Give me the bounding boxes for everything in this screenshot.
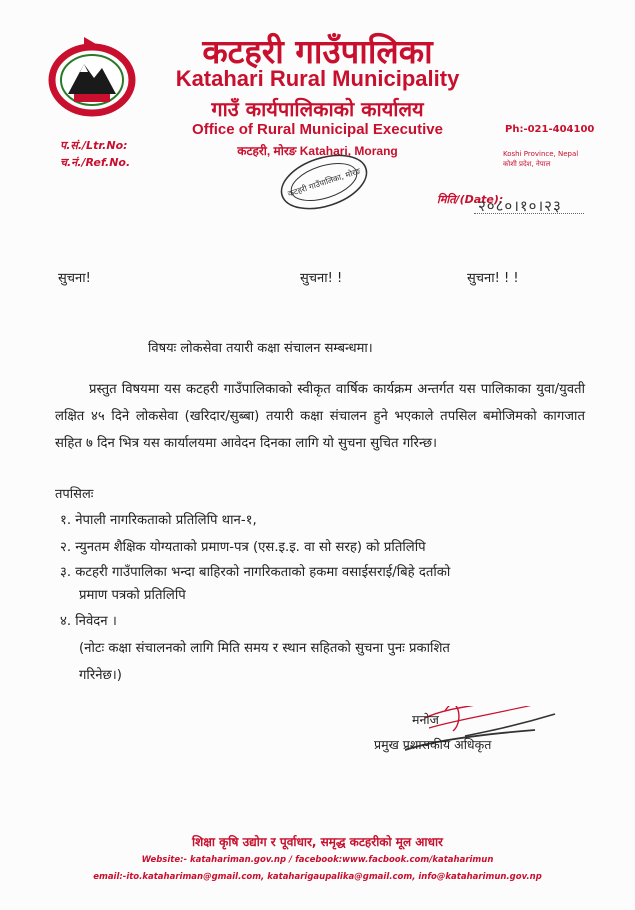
signatory-name: मनोज <box>412 712 439 727</box>
stamp-text: कटहरी गाउँपालिका, मोरङ <box>286 166 362 199</box>
signatory-title: प्रमुख प्रशासकीय अधिकृत <box>374 737 492 752</box>
phone-number: Ph:-021-404100 <box>505 124 595 135</box>
office-stamp <box>274 150 374 210</box>
details-label: तपसिलः <box>55 487 94 502</box>
footer-website: Website:- katahariman.gov.np / facebook:www.facbook.com/kataharimun <box>141 855 494 865</box>
list-item: २. न्युनतम शैक्षिक योग्यताको प्रमाण-पत्र (एस.इ.इ. वा सो सरह) को प्रतिलिपि <box>60 540 426 555</box>
date-underline <box>474 213 584 214</box>
notice-heading-3: सुचना! ! ! <box>467 271 519 286</box>
reference-number-label: च.नं./Ref.No. <box>60 156 131 169</box>
office-name-nepali: गाउँ कार्यपालिकाको कार्यालय <box>211 97 424 121</box>
footer-slogan: शिक्षा कृषि उद्योग र पूर्वाधार, समृद्ध कटहरीको मूल आधार <box>192 835 443 849</box>
notice-heading-2: सुचना! ! <box>300 271 343 286</box>
footer-email: email:-ito.katahariman@gmail.com, kataharigaupalika@gmail.com, info@kataharimun.gov.np <box>93 872 542 882</box>
list-item: ३. कटहरी गाउँपालिका भन्दा बाहिरको नागरिकताको हकमा वसाईसराई/बिहे दर्ताको <box>60 565 451 580</box>
body-paragraph: प्रस्तुत विषयमा यस कटहरी गाउँपालिकाको स्वीकृत वार्षिक कार्यक्रम अन्तर्गत यस पालिकाका युवा/युवती लक्षित ४५ दिने लोकसेवा (खरिदार/सुब्बा) तयारी कक्षा संचालन हुने भएकाले तपसिल बमोजिमको कागजात सहित ७ दिन भित्र यस कार्यालयमा आवेदन दिनका लागि यो सुचना सुचित गरिन्छ। <box>55 382 585 451</box>
subject-line: विषयः लोकसेवा तयारी कक्षा संचालन सम्बन्धमा। <box>148 341 373 356</box>
address: कटहरी, मोरङ Katahari, Morang <box>237 144 398 158</box>
province-english: Koshi Province, Nepal <box>503 150 579 158</box>
note-line: गरिनेछ।) <box>79 668 122 683</box>
list-item: ४. निवेदन । <box>60 614 117 629</box>
note-line: (नोटः कक्षा संचालनको लागि मिति समय र स्थान सहितको सुचना पुनः प्रकाशित <box>79 641 450 656</box>
municipality-name-nepali: कटहरी गाउँपालिका <box>202 32 433 71</box>
letter-number-label: प.सं./Ltr.No: <box>60 139 128 152</box>
date-value: २०८०।१०।२३ <box>478 197 562 215</box>
office-name-english: Office of Rural Municipal Executive <box>192 121 443 138</box>
notice-heading-1: सुचना! <box>58 271 91 286</box>
list-item: प्रमाण पत्रको प्रतिलिपि <box>79 588 186 603</box>
list-item: १. नेपाली नागरिकताको प्रतिलिपि थान-१, <box>60 513 257 528</box>
province-nepali: कोशी प्रदेश, नेपाल <box>503 160 551 168</box>
municipality-name-english: Katahari Rural Municipality <box>175 66 460 91</box>
date-label: मिति/(Date): <box>437 193 504 206</box>
